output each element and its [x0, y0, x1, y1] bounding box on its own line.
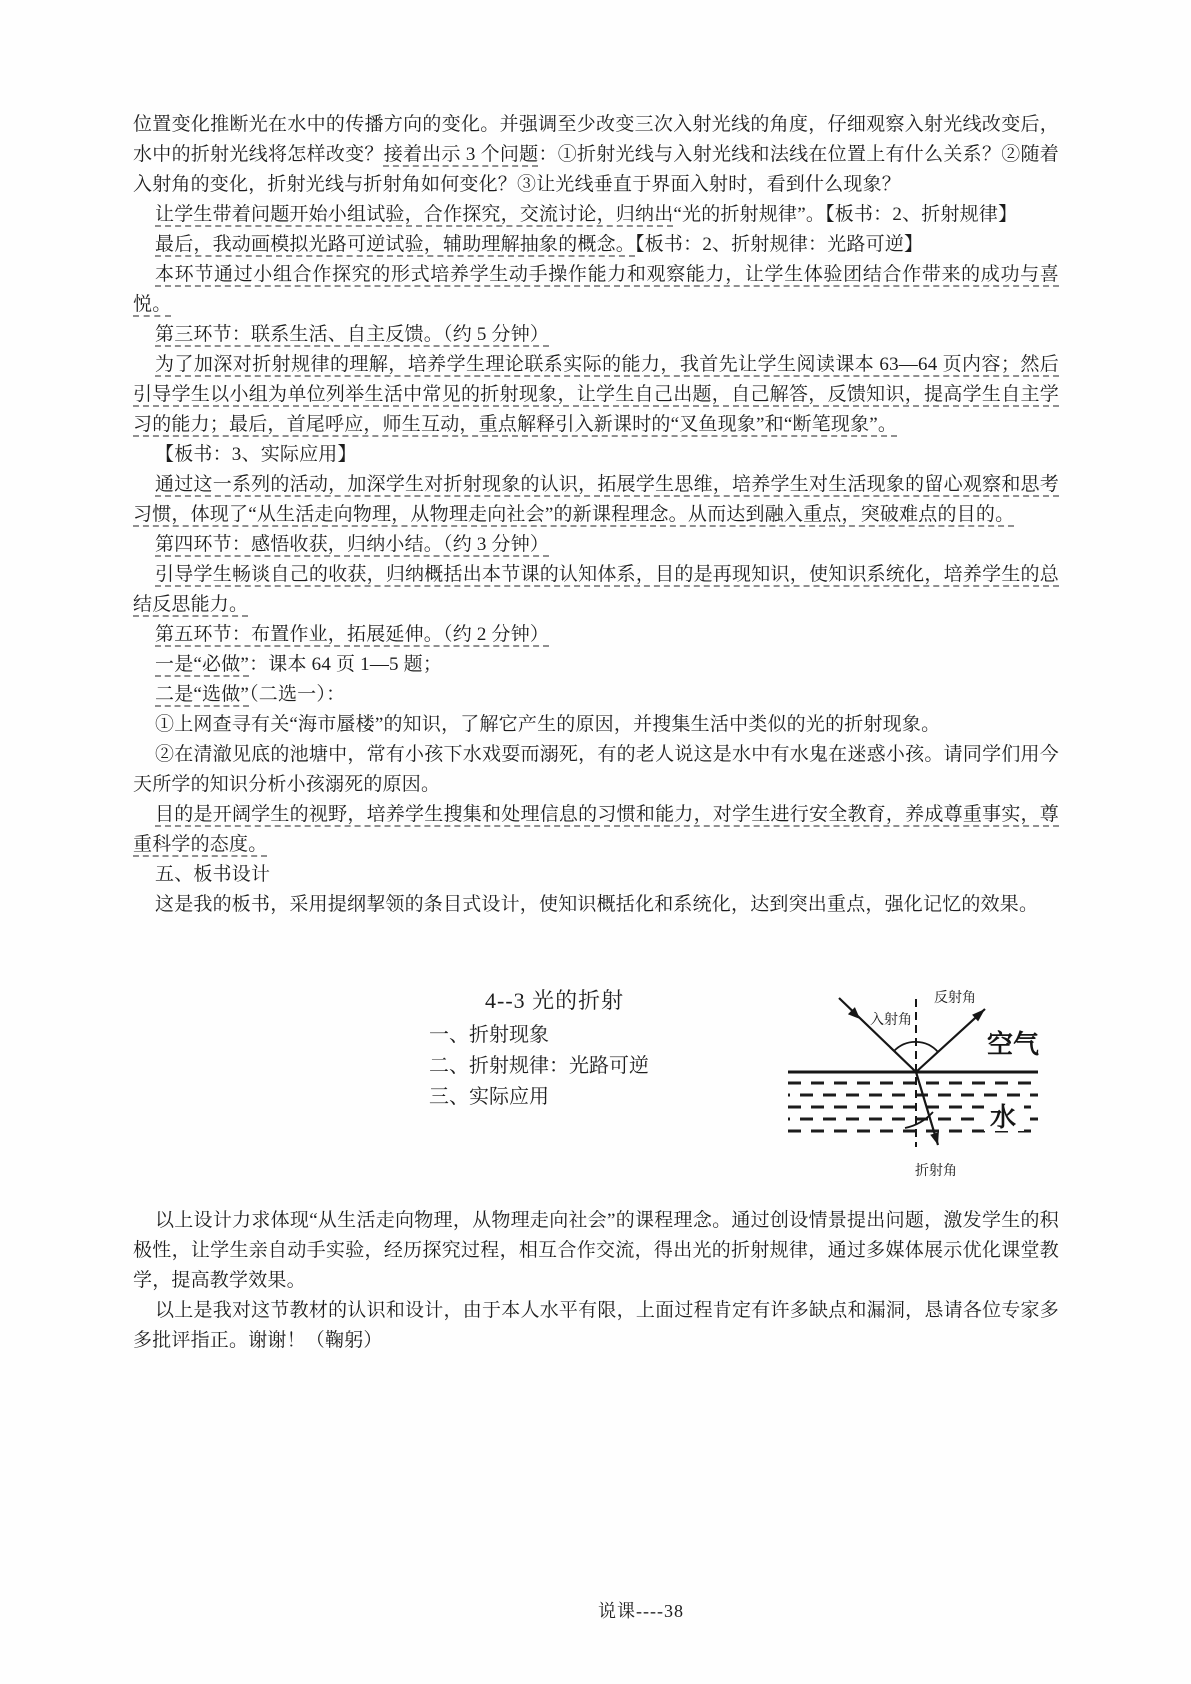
air-label: 空气 [987, 1030, 1040, 1059]
underlined-text: 第三环节：联系生活、自主反馈。（约 5 分钟） [155, 324, 550, 345]
board-design-section [133, 972, 1059, 1207]
underlined-text: 最后，我动画模拟光路可逆试验，辅助理解抽象的概念。 [155, 234, 636, 255]
underlined-text: 引导学生畅谈自己的收获，归纳概括出本节课的认知体系，目的是再现知识，使知识系统化，培养学生的总结反思能力。 [133, 564, 1059, 615]
underlined-text: 第五环节：布置作业，拓展延伸。（约 2 分钟） [155, 624, 550, 645]
paragraph [133, 1296, 1059, 1356]
text-run: 【板书：3、实际应用】 [155, 444, 357, 465]
text-run: ①上网查寻有关“海市蜃楼”的知识，了解它产生的原因，并搜集生活中类似的光的折射现象。 [155, 714, 941, 735]
refraction-diagram [775, 985, 1045, 1180]
underlined-text: 让学生带着问题开始小组试验，合作探究，交流讨论，归纳出 [155, 204, 674, 225]
text-run: ：①折射光线与入射光线和法线在位置上有什么关系？②随着入射角的变化，折射光线与折射角如何变化？③让光线垂直于界面入射时，看到什么现象？ [133, 144, 1059, 195]
board-outline-item: 一、折射现象 [429, 1024, 549, 1046]
paragraph [133, 230, 1059, 260]
paragraph [133, 110, 1059, 200]
paragraph [133, 530, 1059, 560]
incident-angle-label: 入射角 [870, 1013, 912, 1028]
text-run: “光的折射规律”。【板书：2、折射规律】 [673, 204, 1018, 225]
closing-text [133, 1206, 1059, 1356]
page-footer: 说课----38 [598, 1601, 684, 1621]
refraction-angle-label: 折射角 [915, 1164, 957, 1179]
reflected-ray [916, 1009, 985, 1072]
paragraph [133, 260, 1059, 320]
board-title: 4--3 光的折射 [485, 988, 625, 1013]
underlined-text: 为了加深对折射规律的理解，培养学生理论联系实际的能力，我首先让学生阅读课本 63—64 页内容；然后引导学生以小组为单位列举生活中常见的折射现象，让学生自己出题，自己解答，反馈知识，提高学生自主学习的能力；最后，首尾呼应，师生互动，重点解释引入新课时的“叉鱼现象”和“断笔现象”。 [133, 354, 1059, 435]
paragraph [133, 350, 1059, 440]
underlined-text: 接着出示 3 个问题 [383, 144, 539, 165]
text-run: 以上是我对这节教材的认识和设计，由于本人水平有限，上面过程肯定有许多缺点和漏洞，恳请各位专家多多批评指正。谢谢！（鞠躬） [133, 1300, 1059, 1351]
water-label: 水 [990, 1103, 1017, 1132]
paragraph [133, 1206, 1059, 1296]
text-run: 【板书：2、折射规律：光路可逆】 [635, 234, 924, 255]
text-run: ：课本 64 页 1—5 题； [249, 654, 443, 675]
text-run: 五、板书设计 [155, 864, 271, 885]
paragraph [133, 740, 1059, 800]
paragraph [133, 440, 1059, 470]
paragraph [133, 710, 1059, 740]
refracted-ray-arrowhead [930, 1132, 939, 1145]
paragraph [133, 560, 1059, 620]
text-run: ②在清澈见底的池塘中，常有小孩下水戏耍而溺死，有的老人说这是水中有水鬼在迷惑小孩。请同学们用今天所学的知识分析小孩溺死的原因。 [133, 744, 1059, 795]
text-run: 以上设计力求体现“从生活走向物理，从物理走向社会”的课程理念。通过创设情景提出问题，激发学生的积极性，让学生亲自动手实验，经历探究过程，相互合作交流，得出光的折射规律，通过多媒体展示优化课堂教学，提高教学效果。 [133, 1210, 1059, 1291]
underlined-text: 二是“选做” [155, 684, 250, 705]
paragraph [133, 200, 1059, 230]
underlined-text: 一是“必做” [155, 654, 250, 675]
body-text [133, 110, 1059, 920]
paragraph [133, 470, 1059, 530]
paragraph [133, 860, 1059, 890]
underlined-text: 本环节通过小组合作探究的形式培养学生动手操作能力和观察能力，让学生体验团结合作带来的成功与喜悦。 [133, 264, 1059, 315]
paragraph [133, 680, 1059, 710]
incident-ray [839, 998, 916, 1072]
paragraph [133, 320, 1059, 350]
reflection-angle-label: 反射角 [934, 991, 976, 1006]
board-outline-item: 二、折射规律：光路可逆 [429, 1055, 649, 1077]
underlined-text: 目的是开阔学生的视野，培养学生搜集和处理信息的习惯和能力，对学生进行安全教育，养成尊重事实，尊重科学的态度。 [133, 804, 1059, 855]
underlined-text: 第四环节：感悟收获，归纳小结。（约 3 分钟） [155, 534, 550, 555]
paragraph [133, 890, 1059, 920]
text-run: 这是我的板书，采用提纲挈领的条目式设计，使知识概括化和系统化，达到突出重点，强化记忆的效果。 [155, 894, 1039, 915]
paragraph [133, 800, 1059, 860]
underlined-text: 通过这一系列的活动，加深学生对折射现象的认识，拓展学生思维，培养学生对生活现象的留心观察和思考习惯，体现了“从生活走向物理，从物理走向社会”的新课程理念。从而达到融入重点，突破难点的目的。 [133, 474, 1059, 525]
board-outline-item: 三、实际应用 [429, 1086, 549, 1108]
text-run: 位置变化推断光在水中的传播方向的变化。并强调至少改变三次入射光线的角度，仔细观察入射光线改变后，水中的折射光线将怎样改变？ [133, 114, 1059, 165]
text-run: （二选一）： [249, 684, 346, 705]
paragraph [133, 650, 1059, 680]
board-outline-list [429, 1020, 649, 1113]
paragraph [133, 620, 1059, 650]
